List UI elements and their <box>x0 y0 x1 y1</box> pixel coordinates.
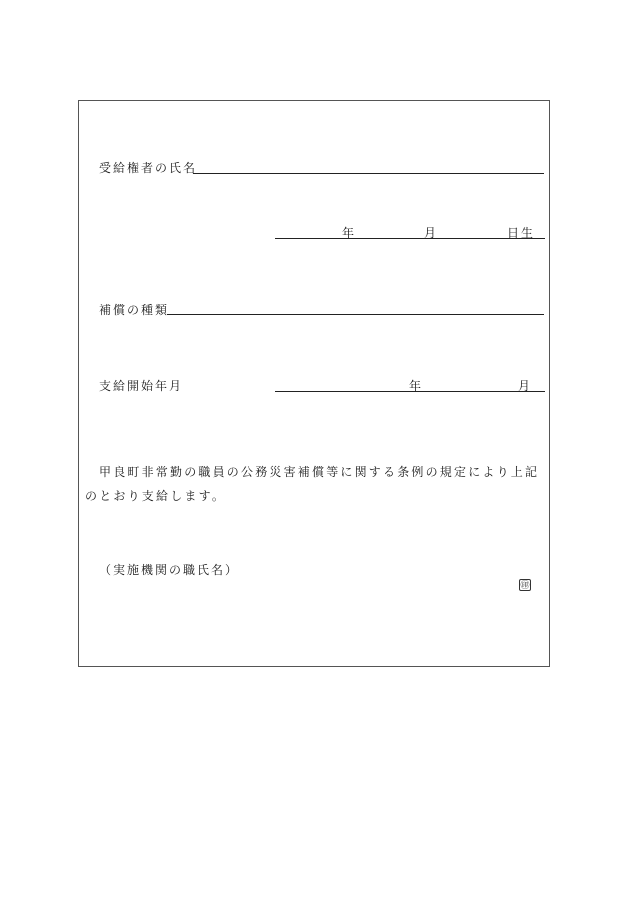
birth-date-line <box>275 238 545 239</box>
payment-start-month-unit: 月 <box>518 379 533 393</box>
statement-text: 甲良町非常勤の職員の公務災害補償等に関する条例の規定により上記のとおり支給します。 <box>85 465 540 503</box>
payment-start-label: 支給開始年月 <box>99 379 184 393</box>
agency-label: （実施機関の職氏名） <box>99 563 240 577</box>
birth-month-unit: 月 <box>424 226 439 240</box>
payment-start-year-unit: 年 <box>409 379 424 393</box>
seal-mark: ㊞ <box>520 581 530 591</box>
form-frame <box>78 100 550 667</box>
recipient-name-line <box>193 173 544 174</box>
recipient-name-label: 受給権者の氏名 <box>99 161 198 175</box>
compensation-type-label: 補償の種類 <box>99 303 170 317</box>
birth-year-unit: 年 <box>342 226 357 240</box>
birth-day-unit: 日生 <box>507 226 536 240</box>
compensation-type-line <box>167 314 544 315</box>
